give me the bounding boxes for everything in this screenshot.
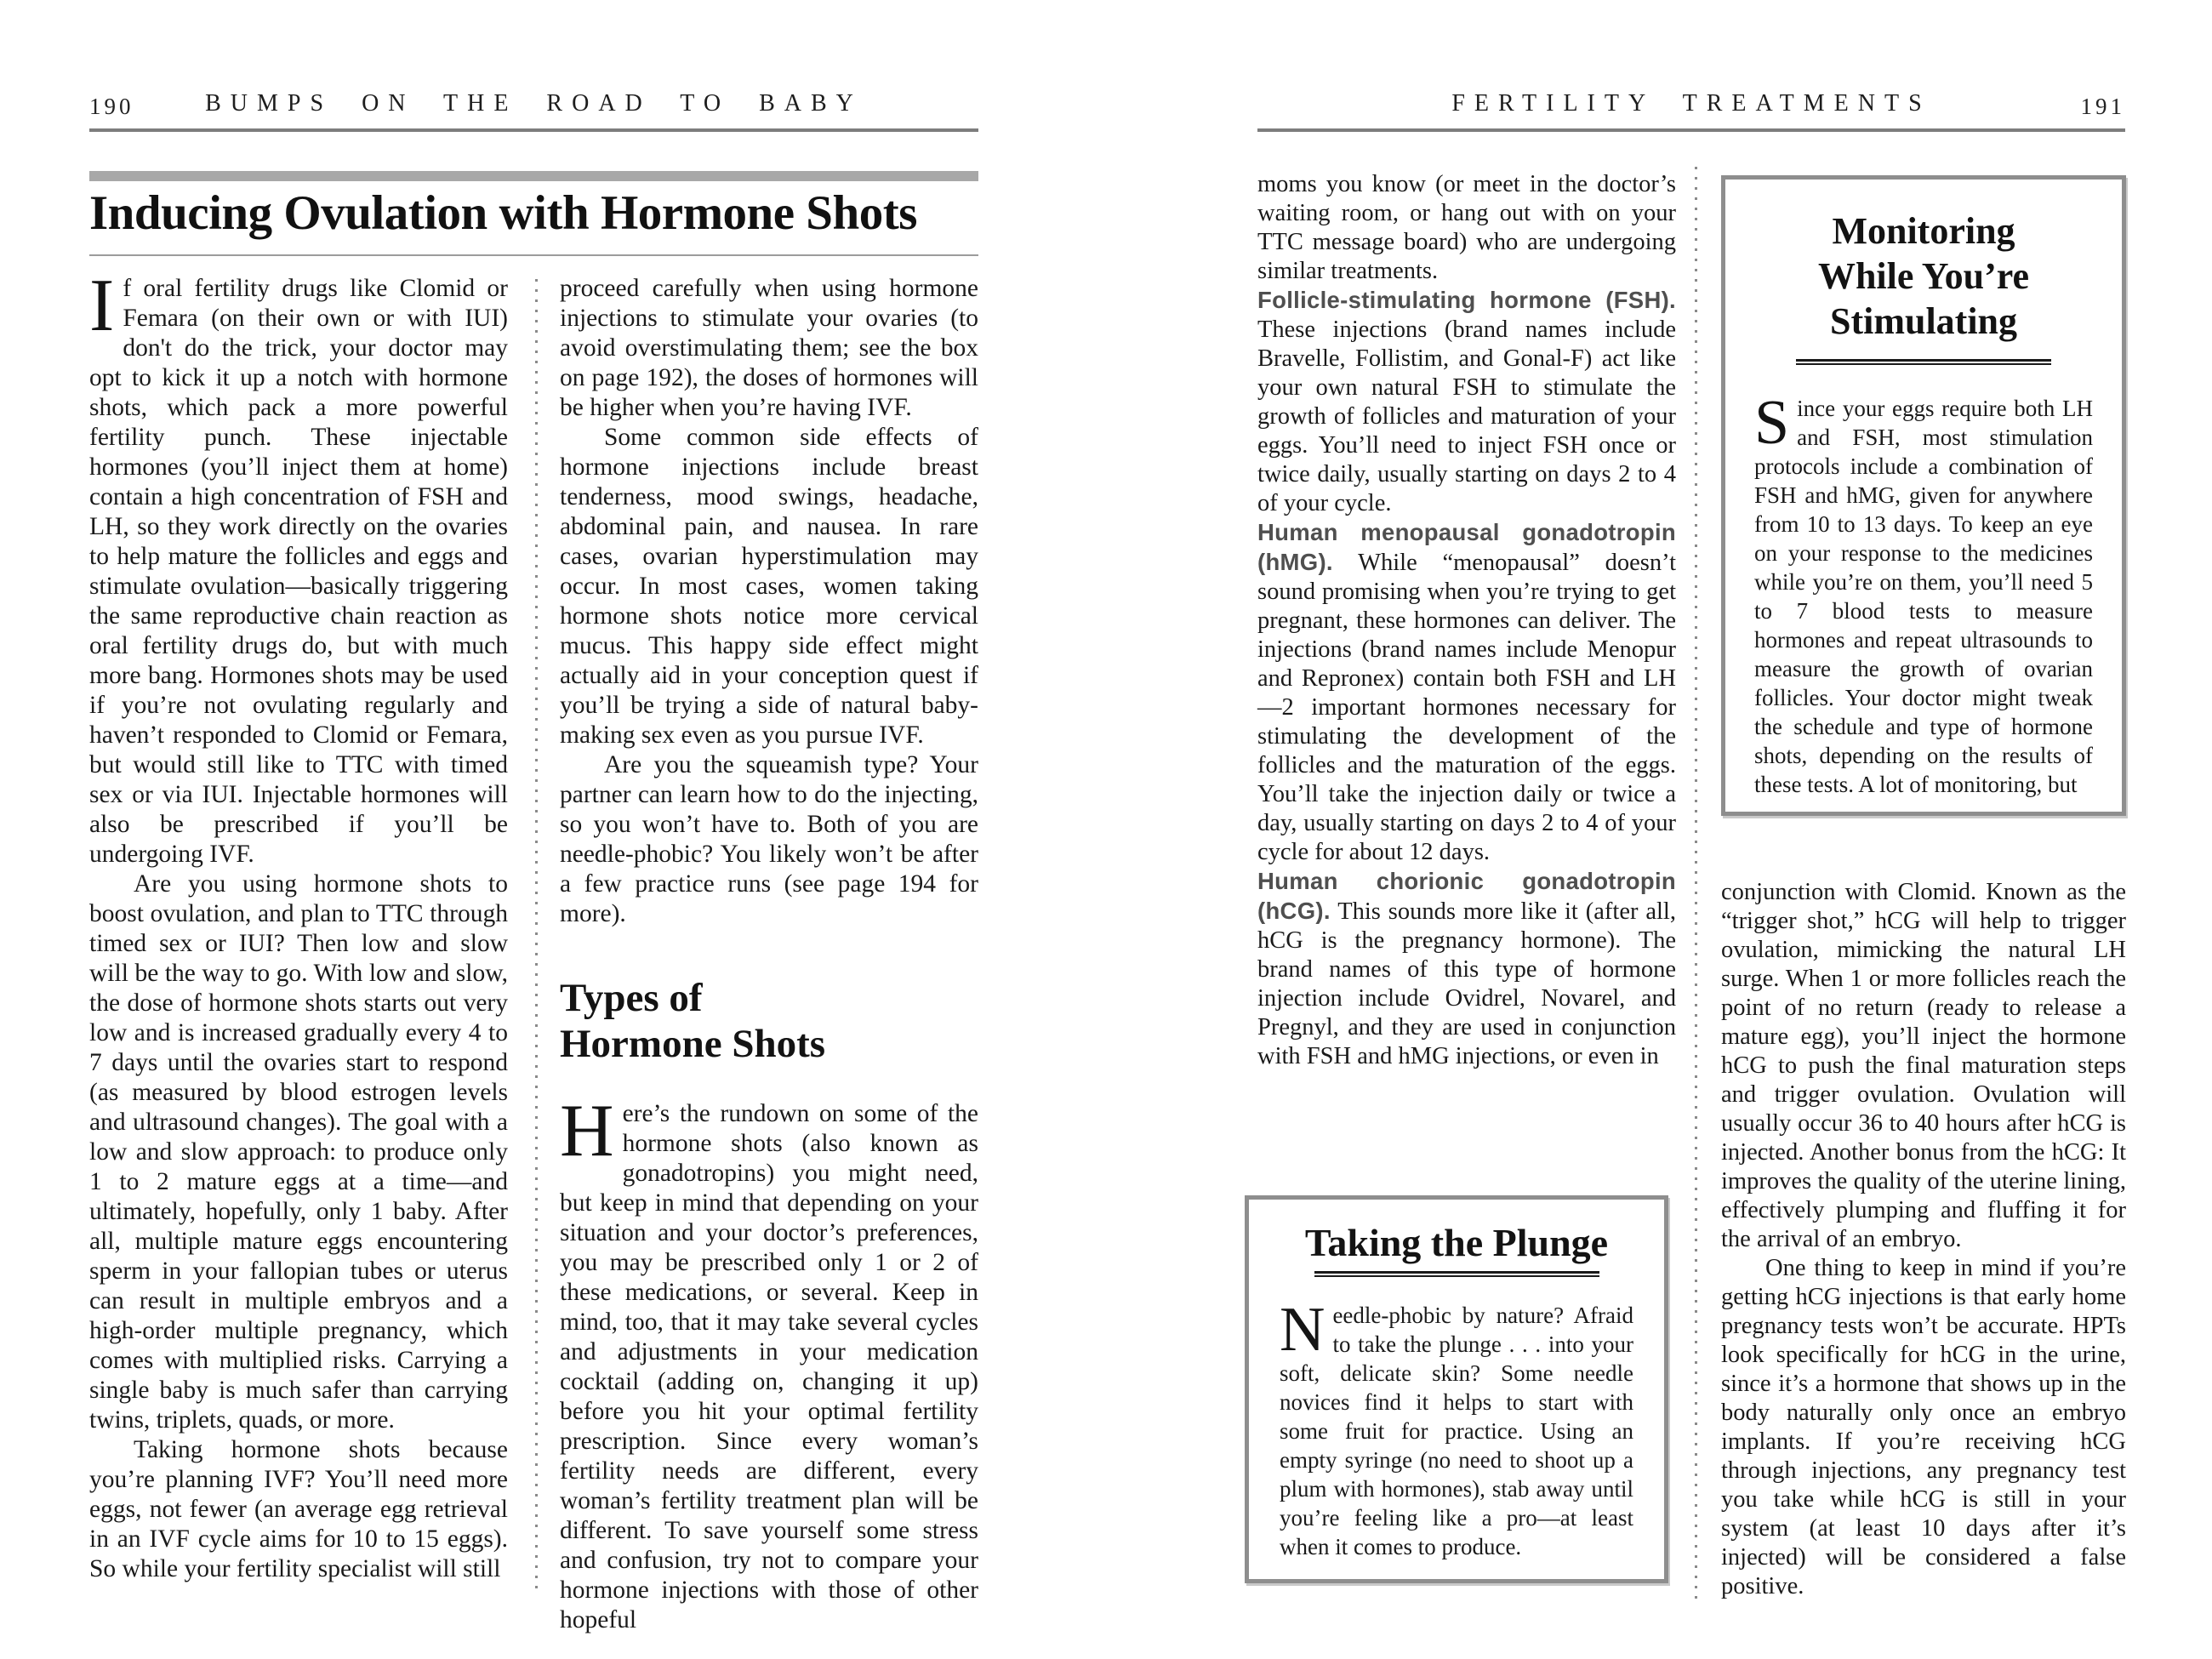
hormone-entry-hcg bbox=[1257, 867, 1676, 1071]
paragraph: If oral fertility drugs like Clomid or Femara (on their own or with IUI) don't do the trick, your doctor may opt to kick it up a notch with hormone shots, which pack a more powerful fertility punch. These injectable hormones (you’ll inject them at home) contain a high concentration of FSH and LH, so they work directly on the ovaries to help mature the follicles and eggs and stimulate ovulation—basically triggering the same reproductive chain reaction as oral fertility drugs do, but with much more bang. Hormones shots may be used if you’re not ovulating regularly and haven’t responded to Clomid or Femara, but would still like to TTC with timed sex or via IUI. Injectable hormones will also be prescribed if you’ll be undergoing IVF. bbox=[89, 265, 508, 868]
paragraph: Some common side effects of hormone injections include breast tenderness, mood swings, headache, abdominal pain, and nausea. In rare cases, ovarian hyperstimulation may occur. In most cases, women taking hormone shots notice more cervical mucus. This happy side effect might actually aid in your conception quest if you’ll be trying a side of natural baby-making sex even as you pursue IVF. bbox=[560, 424, 978, 749]
taking-the-plunge-box bbox=[1245, 1195, 1668, 1583]
section-title: Inducing Ovulation with Hormone Shots bbox=[89, 186, 917, 240]
paragraph: conjunction with Clomid. Known as the “trigger shot,” hCG will help to trigger ovulation, mimicking the natural LH surge. When 1 or more follicles reach the point of no return (ready to release a mature egg), you’ll inject the hormone hCG to push the final maturation steps and trigger ovulation. Ovulation will usually occur 36 to 40 hours after hCG is injected. Another bonus from the hCG: It improves the quality of the uterine lining, effectively plumping and fluffing it for the arrival of an embryo. bbox=[1721, 879, 2126, 1252]
subsection-title bbox=[560, 975, 978, 1067]
subsection-title-line: Hormone Shots bbox=[560, 1022, 826, 1066]
paragraph: Are you using hormone shots to boost ovulation, and plan to TTC through timed sex or IUI? Then low and slow will be the way to go. With low and slow, the dose of hormone shots starts out very low and is increased gradually every 4 to 7 days until the ovaries start to respond (as measured by blood estrogen levels and ultrasound changes). The goal with a low and slow approach: to produce only 1 to 2 mature eggs at a time—and ultimately, hopefully, only 1 baby. After all, multiple mature eggs encountering sperm in your fallopian tubes or uterus can result in multiple embryos and a high-order multiple pregnancy, which comes with multiplied risks. Carrying a single baby is much safer than carrying twins, triplets, quads, or more. bbox=[89, 870, 508, 1434]
entry-term: Human chorionic gonadotropin (hCG). bbox=[1257, 868, 1676, 924]
drop-cap: N bbox=[1280, 1295, 1325, 1365]
section-title-bar bbox=[89, 171, 978, 181]
box-title: Taking the Plunge bbox=[1304, 1221, 1609, 1264]
hormone-entry-fsh bbox=[1257, 286, 1676, 518]
monitoring-box bbox=[1721, 175, 2126, 816]
box-title-rule bbox=[1314, 1271, 1599, 1277]
header-rule-left bbox=[89, 128, 978, 132]
left-page-column-2 bbox=[560, 274, 978, 1635]
entry-text: These injections (brand names include Bravelle, Follistim, and Gonal-F) act like your own natural FSH to stimulate the growth of follicles and maturation of your eggs. You’ll need to inject FSH once or twice daily, usually starting on days 2 to 4 of your cycle. bbox=[1257, 316, 1676, 516]
subsection-title-line: Types of bbox=[560, 976, 703, 1020]
paragraph: Here’s the rundown on some of the hormone shots (also known as gonadotropins) you might need, but keep in mind that depending on your situation and your doctor’s preferences, you may be prescribed only 1 or 2 of these medications, or several. Keep in mind, too, that it may take several cycles and adjustments in your medication cocktail (adding on, changing it up) before you hit your optimal fertility prescription. Since every woman’s fertility needs are different, every woman’s fertility treatment plan will be different. To save yourself some stress and confusion, try not to compare your hormone injections with those of other hopeful bbox=[560, 1090, 978, 1633]
box-title bbox=[1754, 208, 2093, 344]
drop-cap: I bbox=[89, 265, 115, 347]
running-head-left: BUMPS ON THE ROAD TO BABY bbox=[205, 90, 863, 117]
paragraph: moms you know (or meet in the doctor’s waiting room, or hang out with on your TTC message board) who are undergoing similar treatments. bbox=[1257, 171, 1676, 284]
header-rule-right bbox=[1257, 128, 2125, 132]
entry-term: Follicle-stimulating hormone (FSH). bbox=[1257, 287, 1676, 313]
drop-cap: S bbox=[1754, 388, 1790, 458]
section-title-rule bbox=[89, 254, 978, 256]
entry-text: While “menopausal” doesn’t sound promising when you’re trying to get pregnant, these hormones can deliver. The injections (brand names include Menopur and Repronex) contain both FSH and LH—2 important hormones necessary for stimulating the development of the follicles and the maturation of the eggs. You’ll take the injection daily or twice a day, usually starting on days 2 to 4 of your cycle for about 12 days. bbox=[1257, 550, 1676, 865]
paragraph: One thing to keep in mind if you’re getting hCG injections is that early home pregnancy tests won’t be accurate. HPTs look specifically for hCG in the urine, since it’s a hormone that shows up in the body naturally only once an embryo implants. If you’re receiving hCG through injections, any pregnancy test you take while hCG is still in your system (at least 10 days after it’s injected) will be considered a false positive. bbox=[1721, 1255, 2126, 1599]
box-body: Since your eggs require both LH and FSH, most stimulation protocols include a combination of FSH and hMG, given for anywhere from 10 to 13 days. To keep an eye on your response to the medicines while you’re on them, you’ll need 5 to 7 blood tests to measure hormones and repeat ultrasounds to measure the growth of ovarian follicles. Your doctor might tweak the schedule and type of hormone shots, depending on the results of these tests. A lot of monitoring, but bbox=[1754, 388, 2093, 797]
column-divider-left-page bbox=[535, 279, 538, 1596]
drop-cap: H bbox=[560, 1090, 614, 1172]
page-number-right: 191 bbox=[2080, 94, 2125, 119]
paragraph: proceed carefully when using hormone injections to stimulate your ovaries (to avoid overstimulating them; see the box on page 192), the doses of hormones will be higher when you’re having IVF. bbox=[560, 275, 978, 421]
box-body: Needle-phobic by nature? Afraid to take the plunge . . . into your soft, delicate skin? Some needle novices find it helps to start with some fruit for practice. Using an empty syringe (no need to shoot up a plum with hormones), stab away until you’re feeling like a pro—at least when it comes to produce. bbox=[1280, 1295, 1633, 1559]
right-page-column-2 bbox=[1721, 878, 2126, 1601]
box-title-line: While You’re bbox=[1817, 255, 2030, 297]
running-head-row-right bbox=[1257, 90, 2125, 128]
right-page-column-1 bbox=[1257, 170, 1676, 1071]
column-divider-right-page bbox=[1695, 167, 1697, 1603]
entry-text: This sounds more like it (after all, hCG is the pregnancy hormone). The brand names of this type of hormone injection include Ovidrel, Novarel, and Pregnyl, and they are used in conjunction with FSH and hMG injections, or even in bbox=[1257, 898, 1676, 1069]
hormone-entry-hmg bbox=[1257, 518, 1676, 867]
left-page-column-1 bbox=[89, 265, 508, 1584]
paragraph: Taking hormone shots because you’re planning IVF? You’ll need more eggs, not fewer (an average egg retrieval in an IVF cycle aims for 10 to 15 eggs). So while your fertility specialist will still bbox=[89, 1436, 508, 1582]
running-head-row-left bbox=[89, 90, 978, 128]
paragraph: Are you the squeamish type? Your partner can learn how to do the injecting, so you won’t have to. Both of you are needle-phobic? You likely won’t be after a few practice runs (see page 194 for more). bbox=[560, 751, 978, 927]
box-title-line: Stimulating bbox=[1829, 300, 2018, 342]
box-title-rule bbox=[1796, 359, 2051, 365]
running-head-right: FERTILITY TREATMENTS bbox=[1451, 90, 1931, 117]
entry-term: Human menopausal gonadotropin (hMG). bbox=[1257, 519, 1676, 575]
box-title-line: Monitoring bbox=[1832, 210, 2015, 252]
page-number-left: 190 bbox=[89, 94, 134, 119]
